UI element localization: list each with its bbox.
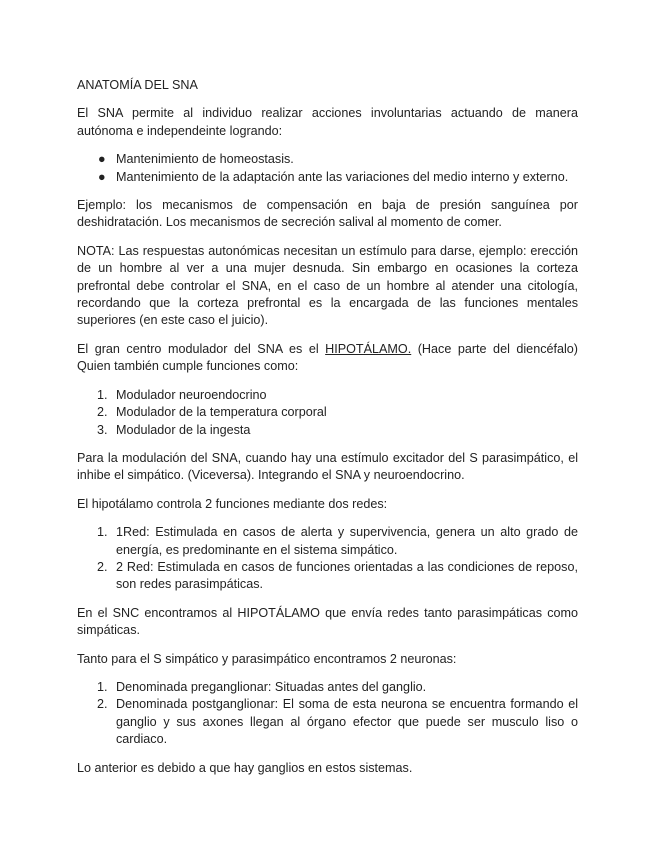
list-item	[77, 422, 578, 439]
neurons-list	[77, 679, 578, 749]
closing-paragraph: Lo anterior es debido a que hay ganglios en estos sistemas.	[77, 760, 413, 775]
document-title: ANATOMÍA DEL SNA	[77, 78, 198, 92]
hypothalamus-underlined: HIPOTÁLAMO.	[325, 341, 412, 356]
list-item	[77, 559, 578, 594]
list-item-text: Mantenimiento de la adaptación ante las variaciones del medio interno y externo.	[116, 169, 569, 184]
note-paragraph: NOTA: Las respuestas autonómicas necesitan un estímulo para darse, ejemplo: erección de un hombre al ver a una mujer desnuda. Sin embargo en ocasiones la corteza prefrontal debe controlar el SNA, en el caso de un hombre al atender una citología, recordando que la corteza prefrontal es la encargada de las funciones mentales superiores (en este caso el juicio).	[77, 243, 578, 328]
list-number: 3.	[97, 422, 108, 437]
networks-list	[77, 524, 578, 594]
list-item-text: Mantenimiento de homeostasis.	[116, 152, 294, 167]
snc-paragraph: En el SNC encontramos al HIPOTÁLAMO que envía redes tanto parasimpáticas como simpáticas.	[77, 605, 578, 638]
document-page	[77, 77, 578, 788]
list-item	[77, 404, 578, 421]
example-paragraph: Ejemplo: los mecanismos de compensación en baja de presión sanguínea por deshidratación. Los mecanismos de secreción salival al momento de comer.	[77, 198, 578, 230]
list-item	[77, 696, 578, 748]
modulation-paragraph: Para la modulación del SNA, cuando hay una estímulo excitador del S parasimpático, el inhibe el simpático. (Viceversa). Integrando el SNA y neuroendocrino.	[77, 450, 578, 483]
list-item	[77, 151, 578, 168]
hypothalamus-text-after: (Hace parte del diencéfalo) Quien también cumple funciones como:	[77, 341, 578, 374]
neurons-intro-paragraph: Tanto para el S simpático y parasimpático encontramos 2 neuronas:	[77, 651, 457, 666]
list-item-text: Modulador neuroendocrino	[116, 387, 267, 402]
list-item-text: Modulador de la temperatura corporal	[116, 405, 327, 420]
list-number: 1.	[97, 679, 108, 694]
hypothalamus-text-before: El gran centro modulador del SNA es el	[77, 341, 326, 356]
list-number: 1.	[97, 525, 108, 540]
list-item	[77, 679, 578, 696]
list-item-text: Denominada preganglionar: Situadas antes del ganglio.	[116, 679, 427, 694]
list-number: 1.	[97, 387, 108, 402]
list-item-text: 1Red: Estimulada en casos de alerta y supervivencia, genera un alto grado de energía, es predominante en el sistema simpático.	[116, 525, 578, 557]
bullet-marker: ●	[98, 152, 106, 167]
list-item	[77, 524, 578, 559]
list-item-text: 2 Red: Estimulada en casos de funciones orientadas a las condiciones de reposo, son redes parasimpáticas.	[116, 559, 578, 592]
intro-paragraph: El SNA permite al individuo realizar acciones involuntarias actuando de manera autónoma e independeinte logrando:	[77, 106, 578, 138]
bullet-marker: ●	[98, 169, 106, 184]
list-number: 2.	[97, 559, 108, 574]
list-number: 2.	[97, 697, 108, 712]
bullet-list	[77, 151, 578, 186]
hypothalamus-paragraph	[77, 341, 578, 376]
list-item	[77, 387, 578, 404]
list-number: 2.	[97, 405, 108, 420]
functions-list	[77, 387, 578, 439]
list-item-text: Modulador de la ingesta	[116, 422, 251, 437]
controls-paragraph: El hipotálamo controla 2 funciones mediante dos redes:	[77, 496, 388, 511]
list-item-text: Denominada postganglionar: El soma de esta neurona se encuentra formando el ganglio y sus axones llegan al órgano efector que puede ser musculo liso o cardiaco.	[116, 697, 578, 747]
list-item	[77, 169, 578, 186]
